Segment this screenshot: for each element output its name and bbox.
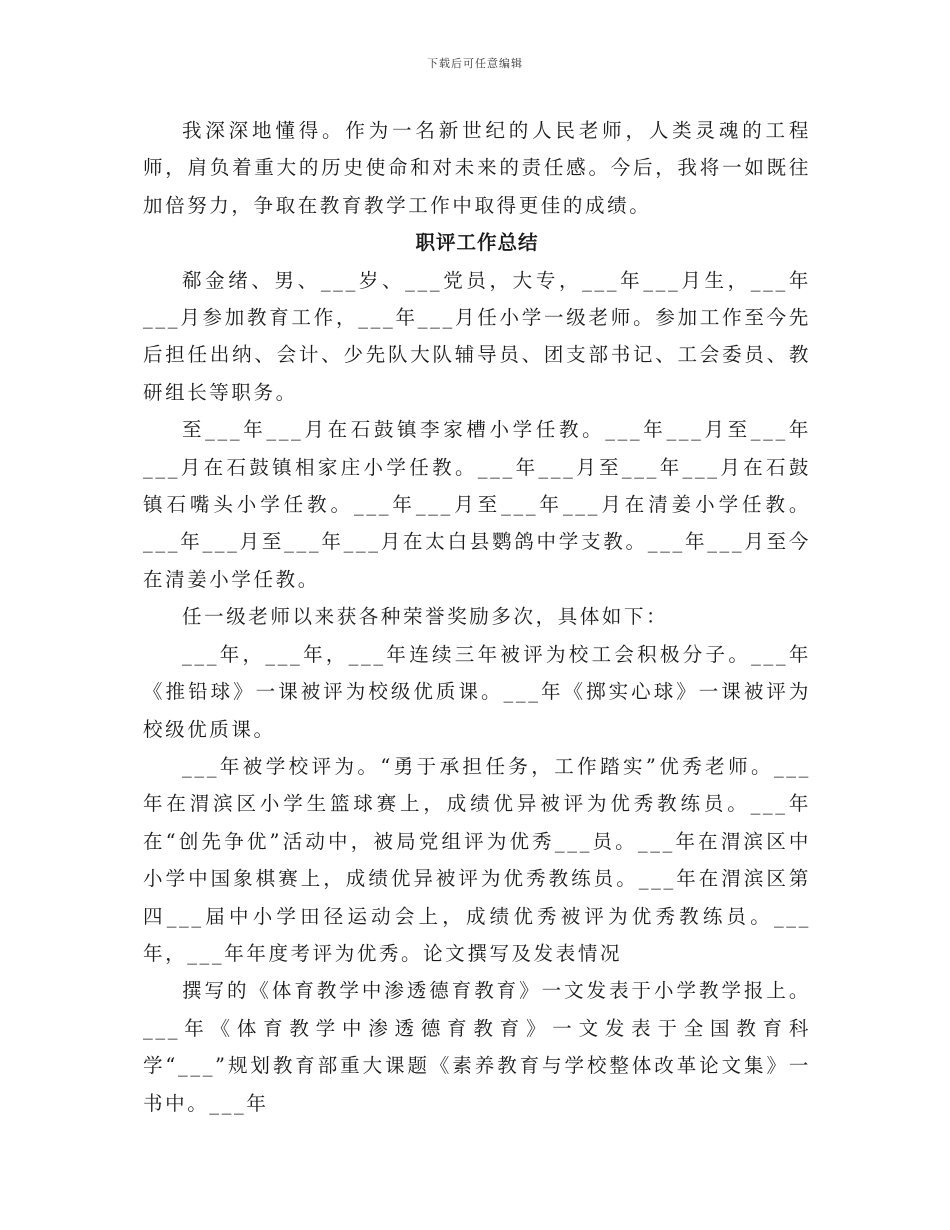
paragraph-intro: 我深深地懂得。作为一名新世纪的人民老师，人类灵魂的工程师，肩负着重大的历史使命和对未来的责任感。今后，我将一如既往加倍努力，争取在教育教学工作中取得更佳的成绩。 bbox=[143, 119, 811, 217]
paragraph-honors-1: ___年，___年，___年连续三年被评为校工会积极分子。___年《推铅球》一课被评为校级优质课。___年《掷实心球》一课被评为校级优质课。 bbox=[143, 642, 811, 741]
paragraph-teaching-history: 至___年___月在石鼓镇李家槽小学任教。___年___月至___年___月在石鼓镇相家庄小学任教。___年___月至___年___月在石鼓镇石嘴头小学任教。___年___月至___年___月在清姜小学任教。___年___月至___年___月在太白县鹦鸽中学支教。___年___月至今在清姜小学任教。 bbox=[143, 418, 811, 591]
section-title: 职评工作总结 bbox=[415, 231, 539, 255]
paragraph-publications: 撰写的《体育教学中渗透德育教育》一文发表于小学教学报上。___年《体育教学中渗透德育教育》一文发表于全国教育科学“___”规划教育部重大课题《素养教育与学校整体改革论文集》一书中。___年 bbox=[143, 979, 811, 1115]
paragraph-honors-intro: 任一级老师以来获各种荣誉奖励多次，具体如下： bbox=[182, 605, 669, 629]
paragraph-honors-2: ___年被学校评为。“勇于承担任务，工作踏实”优秀老师。___年在渭滨区小学生篮球赛上，成绩优异被评为优秀教练员。___年在“创先争优”活动中，被局党组评为优秀___员。___年在渭滨区中小学中国象棋赛上，成绩优异被评为优秀教练员。___年在渭滨区第四___届中小学田径运动会上，成绩优秀被评为优秀教练员。___年，___年年度考评为优秀。论文撰写及发表情况 bbox=[143, 754, 811, 965]
paragraph-bio: 郗金绪、男、___岁、___党员，大专，___年___月生，___年___月参加教育工作，___年___月任小学一级老师。参加工作至今先后担任出纳、会计、少先队大队辅导员、团支部书记、工会委员、教研组长等职务。 bbox=[143, 268, 811, 404]
document-body bbox=[143, 112, 811, 1122]
page-header: 下载后可任意编辑 bbox=[427, 57, 523, 70]
